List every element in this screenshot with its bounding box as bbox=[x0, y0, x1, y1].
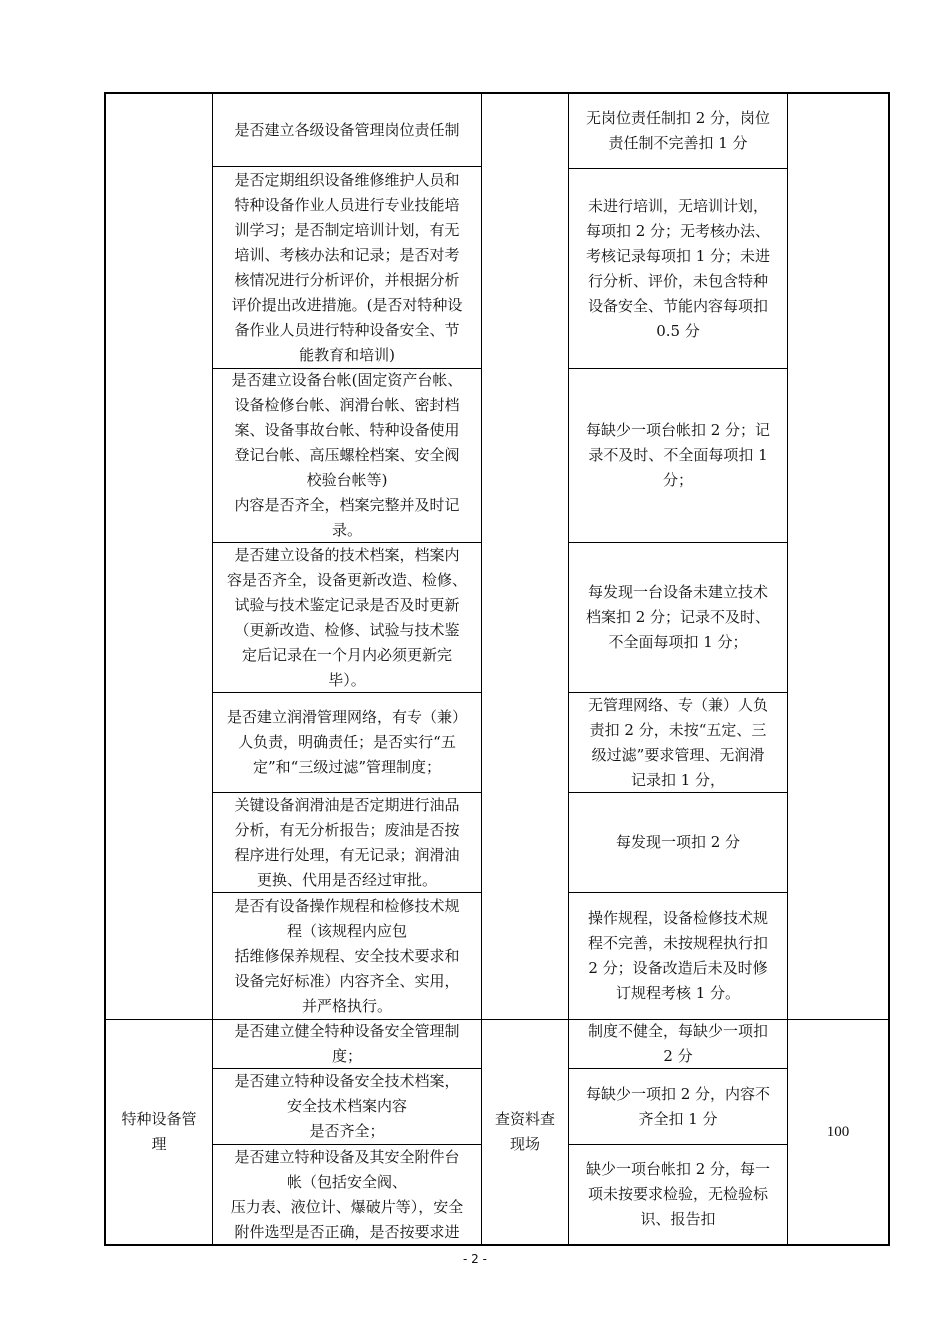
deduction-cell: 无岗位责任制扣 2 分，岗位 责任制不完善扣 1 分 bbox=[585, 109, 771, 152]
method-cell: 查资料查 现场 bbox=[494, 1110, 555, 1153]
item-cell: 是否建立设备台帐(固定资产台帐、 设备检修台帐、润滑台帐、密封档 案、设备事故台帐、特种设备使用 登记台帐、高压螺栓档案、安全阀 校验台帐等) 内容是否齐全，档案完整并及时记 录。 bbox=[231, 371, 463, 539]
deduction-cell: 制度不健全，每缺少一项扣 2 分 bbox=[587, 1022, 768, 1065]
deduction-cell: 未进行培训，无培训计划， 每项扣 2 分；无考核办法、 考核记录每项扣 1 分；未进 行分析、评价，未包含特种 设备安全、节能内容每项扣 0.5 分 bbox=[585, 196, 771, 340]
item-cell: 是否建立特种设备安全技术档案， 安全技术档案内容 是否齐全； bbox=[234, 1072, 460, 1140]
deduction-cell: 每缺少一项台帐扣 2 分；记 录不及时、不全面每项扣 1 分； bbox=[585, 421, 771, 489]
deduction-cell: 操作规程，设备检修技术规 程不完善，未按规程执行扣 2 分；设备改造后未及时修 订规程考核 1 分。 bbox=[587, 909, 768, 1002]
item-cell: 是否有设备操作规程和检修技术规 程（该规程内应包 括维修保养规程、安全技术要求和 设备完好标准）内容齐全、实用， 并严格执行。 bbox=[234, 896, 460, 1015]
item-cell: 是否建立健全特种设备安全管理制 度； bbox=[234, 1022, 460, 1065]
item-cell: 是否建立特种设备及其安全附件台 帐（包括安全阀、 压力表、液位计、爆破片等），安全 附件选型是否正确，是否按要求进 bbox=[230, 1147, 464, 1241]
item-cell: 是否建立设备的技术档案，档案内 容是否齐全，设备更新改造、检修、 试验与技术鉴定记录是否及时更新 （更新改造、检修、试验与技术鉴 定后记录在一个月内必须更新完 毕）。 bbox=[226, 545, 467, 689]
score-cell: 100 bbox=[826, 1123, 850, 1140]
item-cell: 是否建立润滑管理网络，有专（兼） 人负责，明确责任；是否实行“五 定”和“三级过滤”管理制度； bbox=[226, 708, 467, 776]
deduction-cell: 缺少一项台帐扣 2 分，每一 项未按要求检验，无检验标 识、报告扣 bbox=[585, 1160, 771, 1228]
item-cell: 是否定期组织设备维修维护人员和 特种设备作业人员进行专业技能培 训学习；是否制定培训计划，有无 培训、考核办法和记录；是否对考 核情况进行分析评价，并根据分析 评价提出改进措施。(是否对特种设 备作业人员进行特种设备安全、节 能教育和培训) bbox=[231, 170, 463, 364]
deduction-cell: 无管理网络、专（兼）人负 责扣 2 分，未按“五定、三 级过滤”要求管理、无润滑 记录扣 1 分， bbox=[587, 695, 768, 789]
deduction-cell: 每发现一项扣 2 分 bbox=[615, 833, 741, 851]
deduction-cell: 每缺少一项扣 2 分，内容不 齐全扣 1 分 bbox=[585, 1084, 771, 1128]
deduction-cell: 每发现一台设备未建立技术 档案扣 2 分；记录不及时、 不全面每项扣 1 分； bbox=[585, 583, 771, 651]
item-cell: 是否建立各级设备管理岗位责任制 bbox=[234, 120, 460, 139]
item-cell: 关键设备润滑油是否定期进行油品 分析，有无分析报告；废油是否按 程序进行处理，有无记录；润滑油 更换、代用是否经过审批。 bbox=[234, 795, 460, 889]
inspection-table bbox=[104, 92, 890, 1246]
page-number: - 2 - bbox=[463, 1252, 487, 1266]
category-cell: 特种设备管 理 bbox=[121, 1110, 197, 1153]
